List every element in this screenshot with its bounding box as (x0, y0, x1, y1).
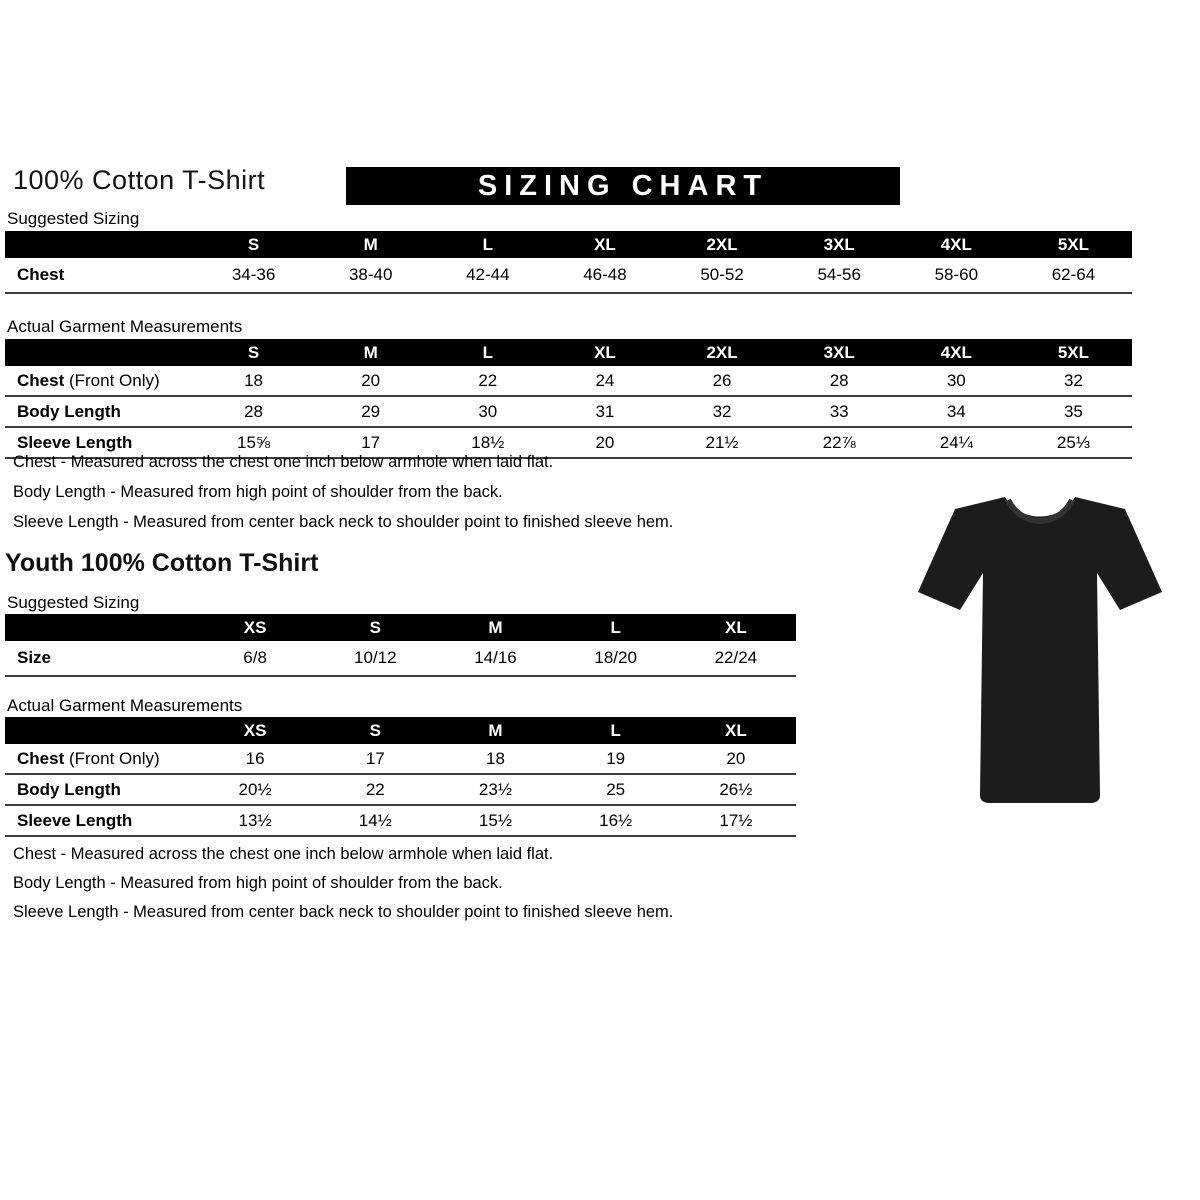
value-cell: 19 (556, 744, 676, 774)
row-label-cell: Chest (Front Only) (5, 366, 195, 396)
size-header-cell: 3XL (781, 231, 898, 258)
size-table (5, 614, 796, 677)
value-cell: 35 (1015, 396, 1132, 427)
measurement-row (5, 774, 796, 805)
value-cell: 26½ (676, 774, 796, 805)
black-tshirt-image (890, 477, 1190, 817)
size-header-cell: M (312, 339, 429, 366)
size-header-cell: XL (676, 717, 796, 744)
value-cell: 29 (312, 396, 429, 427)
sizing-chart-banner: SIZING CHART (346, 167, 900, 205)
value-cell: 14½ (315, 805, 435, 836)
value-cell: 21½ (664, 427, 781, 458)
measurement-row (5, 744, 796, 774)
size-header-cell: 2XL (664, 231, 781, 258)
value-cell: 62-64 (1015, 258, 1132, 293)
size-header-row (5, 614, 796, 641)
value-cell: 17½ (676, 805, 796, 836)
measurement-row (5, 366, 1132, 396)
size-header-cell: 5XL (1015, 339, 1132, 366)
tshirt-body-shape (918, 497, 1162, 803)
value-cell: 10/12 (315, 641, 435, 676)
size-header-cell: S (315, 614, 435, 641)
value-cell: 54-56 (781, 258, 898, 293)
adult-note-sleeve-length: Sleeve Length - Measured from center back neck to shoulder point to finished sleeve hem. (13, 513, 674, 531)
adult-suggested-sizing-table (5, 231, 1132, 294)
value-cell: 22 (315, 774, 435, 805)
value-cell: 20 (676, 744, 796, 774)
size-header-cell: 5XL (1015, 231, 1132, 258)
size-table (5, 717, 796, 837)
size-header-cell: S (315, 717, 435, 744)
value-cell: 25⅓ (1015, 427, 1132, 458)
adult-measurement-notes (13, 453, 793, 543)
youth-section-title: Youth 100% Cotton T-Shirt (5, 549, 319, 577)
table-corner-cell (5, 231, 195, 258)
value-cell: 38-40 (312, 258, 429, 293)
value-cell: 20½ (195, 774, 315, 805)
size-header-cell: L (429, 339, 546, 366)
size-header-cell: S (195, 231, 312, 258)
youth-actual-measurements-label: Actual Garment Measurements (7, 696, 243, 715)
value-cell: 25 (556, 774, 676, 805)
value-cell: 50-52 (664, 258, 781, 293)
value-cell: 26 (664, 366, 781, 396)
youth-suggested-sizing-label: Suggested Sizing (7, 593, 140, 612)
value-cell: 18½ (429, 427, 546, 458)
value-cell: 17 (312, 427, 429, 458)
value-cell: 31 (546, 396, 663, 427)
size-header-row (5, 717, 796, 744)
adult-actual-measurements-table (5, 339, 1132, 459)
size-header-cell: 2XL (664, 339, 781, 366)
youth-note-chest: Chest - Measured across the chest one inch below armhole when laid flat. (13, 845, 554, 863)
value-cell: 28 (781, 366, 898, 396)
measurement-row (5, 641, 796, 676)
youth-note-body-length: Body Length - Measured from high point of shoulder from the back. (13, 874, 503, 892)
size-header-cell: L (556, 717, 676, 744)
youth-note-sleeve-length: Sleeve Length - Measured from center back neck to shoulder point to finished sleeve hem. (13, 903, 674, 921)
size-header-cell: 3XL (781, 339, 898, 366)
value-cell: 42-44 (429, 258, 546, 293)
size-header-cell: L (429, 231, 546, 258)
table-corner-cell (5, 339, 195, 366)
row-label-cell: Chest (5, 258, 195, 293)
value-cell: 18/20 (556, 641, 676, 676)
size-header-cell: M (435, 614, 555, 641)
value-cell: 6/8 (195, 641, 315, 676)
size-header-cell: S (195, 339, 312, 366)
measurement-row (5, 396, 1132, 427)
value-cell: 20 (312, 366, 429, 396)
row-label-cell: Sleeve Length (5, 805, 195, 836)
size-table (5, 231, 1132, 294)
adult-note-body-length: Body Length - Measured from high point of shoulder from the back. (13, 483, 503, 501)
row-label-cell: Size (5, 641, 195, 676)
value-cell: 34-36 (195, 258, 312, 293)
value-cell: 30 (429, 396, 546, 427)
value-cell: 20 (546, 427, 663, 458)
value-cell: 18 (435, 744, 555, 774)
value-cell: 22/24 (676, 641, 796, 676)
value-cell: 22⅞ (781, 427, 898, 458)
youth-measurement-notes (13, 845, 793, 932)
value-cell: 30 (898, 366, 1015, 396)
size-header-cell: L (556, 614, 676, 641)
value-cell: 32 (664, 396, 781, 427)
row-label-cell: Chest (Front Only) (5, 744, 195, 774)
size-table (5, 339, 1132, 459)
size-header-cell: M (435, 717, 555, 744)
table-corner-cell (5, 614, 195, 641)
youth-suggested-sizing-table (5, 614, 796, 677)
value-cell: 32 (1015, 366, 1132, 396)
size-header-cell: XS (195, 614, 315, 641)
value-cell: 22 (429, 366, 546, 396)
size-header-cell: 4XL (898, 339, 1015, 366)
value-cell: 15⅝ (195, 427, 312, 458)
value-cell: 16 (195, 744, 315, 774)
row-label-cell: Sleeve Length (5, 427, 195, 458)
adult-suggested-sizing-label: Suggested Sizing (7, 209, 140, 228)
youth-actual-measurements-table (5, 717, 796, 837)
value-cell: 28 (195, 396, 312, 427)
value-cell: 24¼ (898, 427, 1015, 458)
adult-section-title: 100% Cotton T-Shirt (13, 165, 266, 195)
adult-note-chest: Chest - Measured across the chest one inch below armhole when laid flat. (13, 453, 554, 471)
value-cell: 17 (315, 744, 435, 774)
value-cell: 14/16 (435, 641, 555, 676)
adult-actual-measurements-label: Actual Garment Measurements (7, 317, 243, 336)
value-cell: 18 (195, 366, 312, 396)
table-corner-cell (5, 717, 195, 744)
value-cell: 33 (781, 396, 898, 427)
value-cell: 13½ (195, 805, 315, 836)
size-header-cell: XS (195, 717, 315, 744)
measurement-row (5, 258, 1132, 293)
row-label-cell: Body Length (5, 774, 195, 805)
size-header-cell: M (312, 231, 429, 258)
measurement-row (5, 805, 796, 836)
size-header-cell: XL (546, 339, 663, 366)
value-cell: 16½ (556, 805, 676, 836)
value-cell: 34 (898, 396, 1015, 427)
value-cell: 58-60 (898, 258, 1015, 293)
value-cell: 23½ (435, 774, 555, 805)
value-cell: 24 (546, 366, 663, 396)
size-header-row (5, 231, 1132, 258)
value-cell: 15½ (435, 805, 555, 836)
value-cell: 46-48 (546, 258, 663, 293)
size-header-cell: 4XL (898, 231, 1015, 258)
size-header-row (5, 339, 1132, 366)
row-label-cell: Body Length (5, 396, 195, 427)
size-header-cell: XL (546, 231, 663, 258)
size-header-cell: XL (676, 614, 796, 641)
